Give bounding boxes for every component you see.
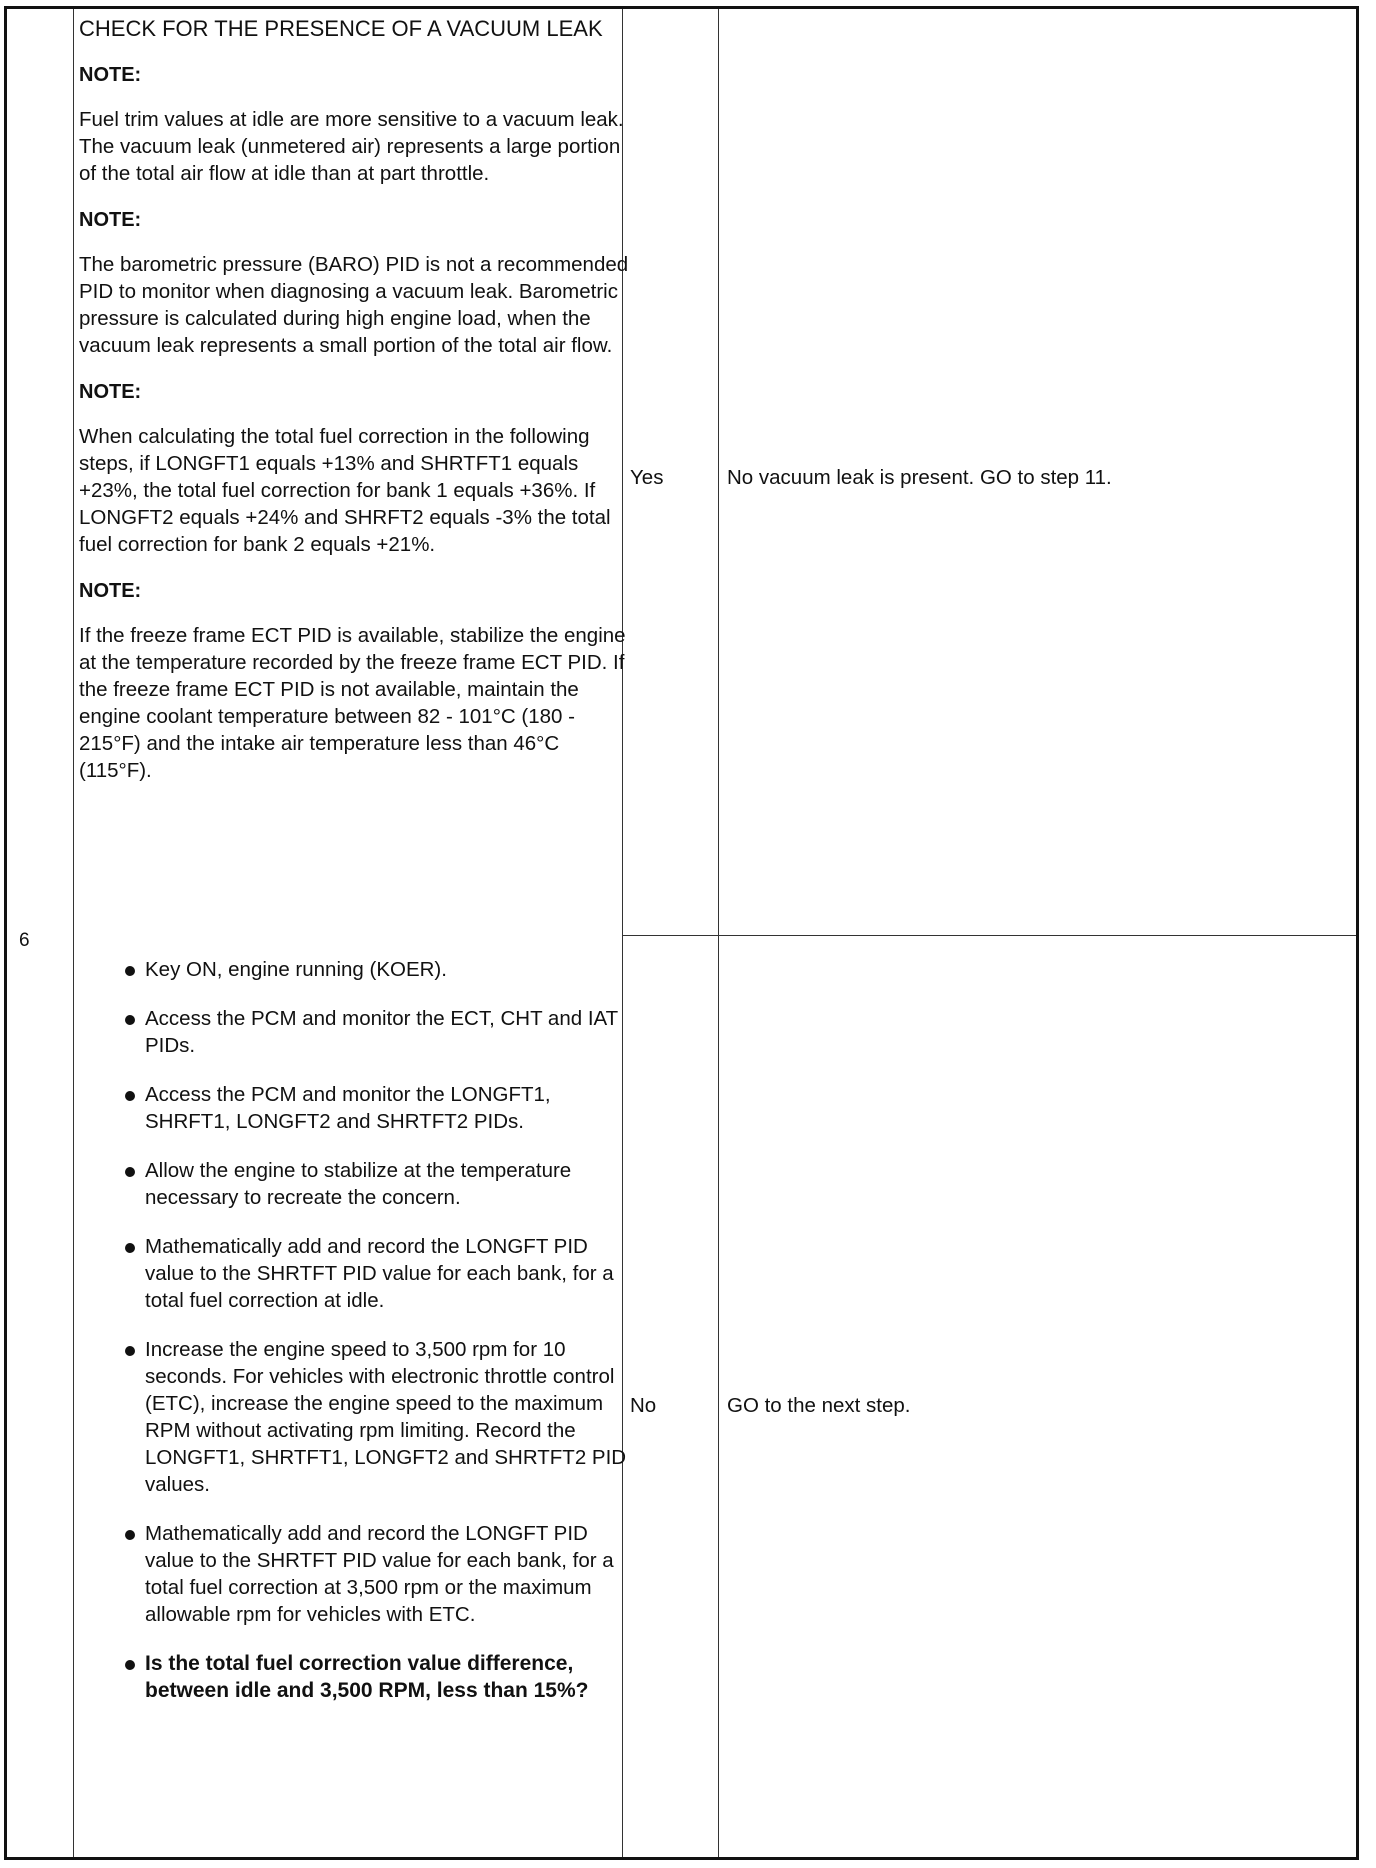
answer-yes: Yes [630,466,664,489]
row-divider-results [622,935,1356,936]
question-item [79,1650,629,1704]
action-yes: No vacuum leak is present. GO to step 11. [727,466,1112,489]
list-item [79,1081,629,1135]
action-no: GO to the next step. [727,1394,911,1417]
note-label: NOTE: [79,209,142,231]
column-divider-step [73,9,74,1857]
bullet-icon [125,1091,135,1101]
bullet-icon [125,1660,135,1670]
procedure-list [79,956,629,1704]
list-item [79,1336,629,1498]
note-label: NOTE: [79,580,142,602]
note-label: NOTE: [79,64,142,86]
bullet-icon [125,1530,135,1540]
bullet-icon [125,1243,135,1253]
column-divider-action [718,9,719,1857]
question-text: Is the total fuel correction value difference, between idle and 3,500 RPM, less than 15%? [145,1652,589,1702]
list-item [79,956,629,983]
note-text: If the freeze frame ECT PID is available, stabilize the engine at the temperature recorded by the freeze frame ECT PID. If the freeze frame ECT PID is not available, maintain the engine coolant temperature between 82 - 101°C (180 - 215°F) and the intake air temperature less than 46°C (115°F). [79,624,626,782]
note-label: NOTE: [79,381,142,403]
instructions-cell [79,15,629,784]
bullet-icon [125,1167,135,1177]
procedure-step-text: Access the PCM and monitor the LONGFT1, SHRFT1, LONGFT2 and SHRTFT2 PIDs. [145,1083,551,1133]
note-text: When calculating the total fuel correction in the following steps, if LONGFT1 equals +13% and SHRTFT1 equals +23%, the total fuel correction for bank 1 equals +36%. If LONGFT2 equals +24% and SHRFT2 equals -3% the total fuel correction for bank 2 equals +21%. [79,425,611,556]
note-text: The barometric pressure (BARO) PID is not a recommended PID to monitor when diagnosing a vacuum leak. Barometric pressure is calculated during high engine load, when the vacuum leak represents a small portion of the total air flow. [79,253,629,357]
step-number: 6 [19,930,30,951]
procedure-step-text: Mathematically add and record the LONGFT PID value to the SHRTFT PID value for each bank, for a total fuel correction at idle. [145,1235,614,1312]
procedure-cell [79,956,629,1726]
bullet-icon [125,966,135,976]
procedure-step-text: Mathematically add and record the LONGFT PID value to the SHRTFT PID value for each bank, for a total fuel correction at 3,500 rpm or the maximum allowable rpm for vehicles with ETC. [145,1522,614,1626]
list-item [79,1233,629,1314]
diagnostic-step-table [4,6,1359,1860]
bullet-icon [125,1015,135,1025]
note-text: Fuel trim values at idle are more sensitive to a vacuum leak. The vacuum leak (unmetered air) represents a large portion of the total air flow at idle than at part throttle. [79,108,624,185]
list-item [79,1520,629,1628]
procedure-step-text: Key ON, engine running (KOER). [145,958,447,981]
procedure-step-text: Allow the engine to stabilize at the temperature necessary to recreate the concern. [145,1159,572,1209]
list-item [79,1005,629,1059]
bullet-icon [125,1346,135,1356]
answer-no: No [630,1394,657,1417]
list-item [79,1157,629,1211]
step-title: CHECK FOR THE PRESENCE OF A VACUUM LEAK [79,16,603,41]
procedure-step-text: Access the PCM and monitor the ECT, CHT and IAT PIDs. [145,1007,618,1057]
procedure-step-text: Increase the engine speed to 3,500 rpm for 10 seconds. For vehicles with electronic throttle control (ETC), increase the engine speed to the maximum RPM without activating rpm limiting. Record the LONGFT1, SHRTFT1, LONGFT2 and SHRTFT2 PID values. [145,1338,627,1496]
